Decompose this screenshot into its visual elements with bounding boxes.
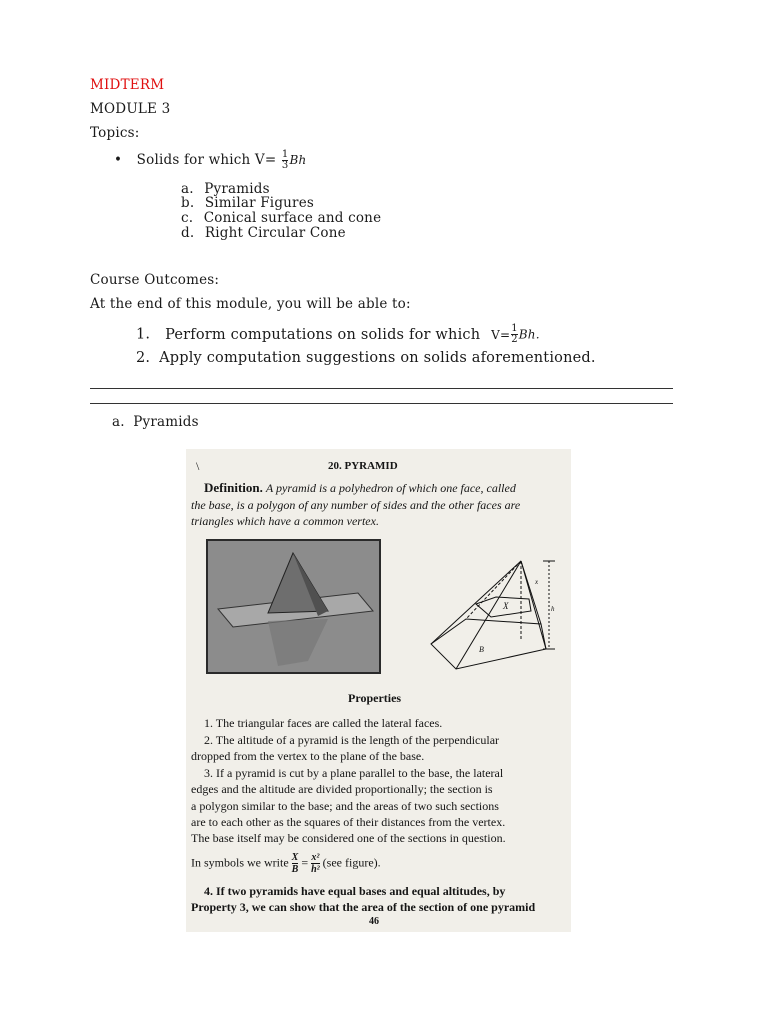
- divider-line: [90, 388, 673, 389]
- module-title: MODULE 3: [90, 101, 171, 117]
- symbols-line: In symbols we write $\frac{X}{B}$ = $\frac{\text{x²}}{\text{h²}}$ (see figure).: [191, 852, 381, 875]
- outcomes-title: Course Outcomes:: [90, 272, 220, 288]
- altitude-label-h: h: [551, 605, 555, 613]
- base-label-b: B: [479, 645, 484, 654]
- property-line: 2. The altitude of a pyramid is the length of the perpendicular: [204, 733, 500, 747]
- topic-bullet: [114, 150, 306, 171]
- term-label: MIDTERM: [90, 77, 165, 93]
- section-label-x: X: [503, 601, 509, 611]
- topic-item: b. Similar Figures: [181, 195, 315, 211]
- altitude-label-x: x: [535, 578, 539, 586]
- pyramid-diagram: [411, 549, 571, 699]
- divider-line: [90, 403, 673, 404]
- definition-line: the base, is a polygon of any number of sides and the other faces are: [191, 498, 521, 512]
- formula-fraction: [282, 150, 289, 171]
- pyramid-photo-drawing: [208, 541, 379, 672]
- formula-variable: Bh: [289, 153, 307, 167]
- scan-heading: 20. PYRAMID: [328, 460, 398, 472]
- outcomes-intro: At the end of this module, you will be able to:: [90, 296, 411, 312]
- property-line: The base itself may be considered one of the sections in question.: [191, 831, 506, 845]
- topic-item: d. Right Circular Cone: [181, 225, 346, 241]
- property-line: edges and the altitude are divided proportionally; the section is: [191, 782, 493, 796]
- property-line: Property 3, we can show that the area of the section of one pyramid: [191, 900, 536, 914]
- outcome-item-1: 1. Perform computations on solids for which V= $\frac{1}{2}$ Bh.: [136, 323, 540, 345]
- bullet-dot: •: [114, 152, 123, 168]
- topic-item: c. Conical surface and cone: [181, 210, 382, 226]
- definition-line: Definition. A pyramid is a polyhedron of which one face, called: [204, 480, 516, 495]
- outcome-item-2: 2. Apply computation suggestions on solids aforementioned.: [136, 350, 596, 366]
- fraction-numerator: 1: [281, 149, 289, 160]
- fraction-denominator: 3: [281, 160, 289, 171]
- topic-text: Solids for which V=: [136, 152, 277, 168]
- property-line: 4. If two pyramids have equal bases and equal altitudes, by: [204, 884, 506, 898]
- property-line: dropped from the vertex to the plane of the base.: [191, 749, 425, 763]
- property-line: 3. If a pyramid is cut by a plane parallel to the base, the lateral: [204, 766, 504, 780]
- topic-item: a. Pyramids: [181, 181, 270, 197]
- pyramid-photo: [206, 539, 381, 674]
- topics-label: Topics:: [90, 125, 140, 141]
- definition-line: triangles which have a common vertex.: [191, 514, 379, 528]
- scanned-page: [186, 449, 571, 932]
- properties-heading: Properties: [348, 691, 402, 705]
- property-line: 1. The triangular faces are called the lateral faces.: [204, 716, 443, 730]
- scan-mark: \: [196, 459, 200, 473]
- section-label: a. Pyramids: [112, 414, 199, 430]
- page-number: 46: [369, 916, 379, 927]
- property-line: a polygon similar to the base; and the areas of two such sections: [191, 799, 499, 813]
- property-line: are to each other as the squares of their distances from the vertex.: [191, 815, 506, 829]
